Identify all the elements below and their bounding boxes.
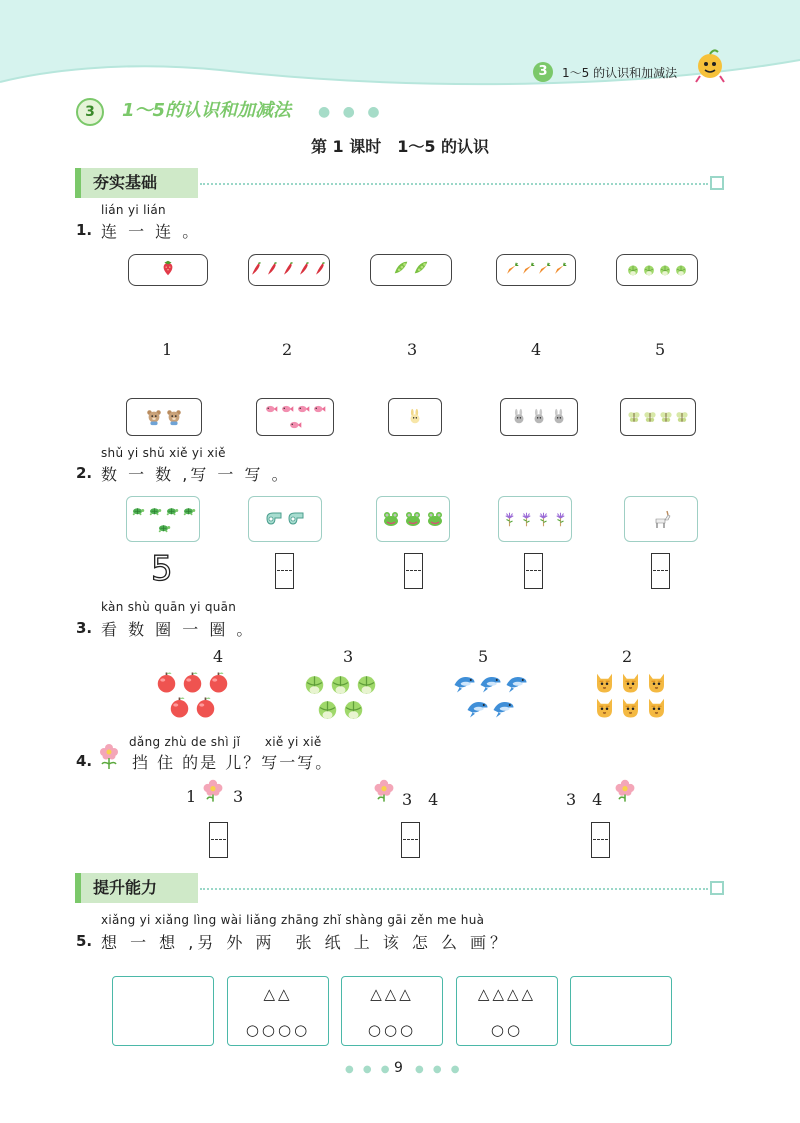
q2-picture <box>498 496 572 542</box>
carrot-icon <box>521 261 535 280</box>
corn-icon <box>553 512 568 527</box>
q5-pinyin: xiǎng yi xiǎng lìng wài liǎng zhāng zhǐ shàng gāi zěn me huà <box>101 913 485 927</box>
section-divider-end <box>710 176 724 190</box>
q4-number-right: 3 <box>233 787 244 806</box>
corn-icon <box>536 512 551 527</box>
dolphin-icon[interactable] <box>491 695 516 720</box>
red-pepper-icon <box>266 261 280 280</box>
q3-target-number: 2 <box>622 647 633 666</box>
cat-icon[interactable] <box>592 670 617 695</box>
q4-answer-box[interactable] <box>209 822 228 858</box>
cabbage-icon <box>642 261 656 280</box>
q1-top-picture[interactable] <box>128 254 208 286</box>
q1-top-picture[interactable] <box>496 254 576 286</box>
rabbit-icon <box>406 408 424 426</box>
q4-answer-box[interactable] <box>591 822 610 858</box>
triangles: △△△ <box>370 985 414 1003</box>
q5-text: 想 一 想 ,另 外 两 张 纸 上 该 怎 么 画？ <box>101 933 511 952</box>
dashed-guide <box>526 570 541 571</box>
q1-number-label[interactable]: 1 <box>162 340 173 359</box>
q3-target-number: 4 <box>213 647 224 666</box>
q2-number: 2. <box>76 464 93 482</box>
q3-text: 看 数 圈 一 圈 。 <box>101 620 256 639</box>
dashed-guide <box>653 570 668 571</box>
q5-blank-card[interactable] <box>112 976 214 1046</box>
cat-icon[interactable] <box>644 670 669 695</box>
triangles: △△△△ <box>477 985 537 1003</box>
corn-icon <box>519 512 534 527</box>
cabbage-icon[interactable] <box>302 670 327 695</box>
cabbage-icon <box>674 261 688 280</box>
butterfly-icon <box>659 410 673 424</box>
dashed-guide <box>211 839 226 840</box>
whistle-icon <box>264 509 284 529</box>
apple-icon[interactable] <box>180 670 205 695</box>
q1-pinyin: lián yi lián <box>101 203 166 217</box>
turtle-icon <box>147 503 162 518</box>
dashed-guide <box>593 839 608 840</box>
q4-pinyin: dǎng zhù de shì jǐ xiě yi xiě <box>129 735 322 749</box>
section-divider <box>200 888 708 890</box>
section-basic-title: 夯实基础 <box>75 168 198 198</box>
mascot-icon <box>692 48 728 84</box>
footer-dots-right: ● ● ● <box>415 1064 463 1075</box>
apple-icon[interactable] <box>154 670 179 695</box>
fish-icon <box>264 402 278 416</box>
q3-picture-group[interactable] <box>448 666 532 724</box>
cabbage-icon[interactable] <box>328 670 353 695</box>
cabbage-icon <box>658 261 672 280</box>
bear-icon <box>145 408 163 426</box>
red-pepper-icon <box>314 261 328 280</box>
q1-number-label[interactable]: 2 <box>282 340 293 359</box>
dashed-guide <box>406 570 421 571</box>
q1-number-label[interactable]: 4 <box>531 340 542 359</box>
dolphin-icon[interactable] <box>504 670 529 695</box>
carrot-icon <box>553 261 567 280</box>
cat-icon[interactable] <box>592 695 617 720</box>
q3-picture-group[interactable] <box>298 666 382 724</box>
cabbage-icon[interactable] <box>341 695 366 720</box>
apple-icon[interactable] <box>193 695 218 720</box>
corn-icon <box>502 512 517 527</box>
turtle-icon <box>156 520 171 535</box>
q1-bottom-picture[interactable] <box>500 398 578 436</box>
turtle-icon <box>181 503 196 518</box>
rabbit-icon <box>530 408 548 426</box>
fish-icon <box>288 418 302 432</box>
q1-top-picture[interactable] <box>616 254 698 286</box>
q2-text: 数 一 数 ,写 一 写 。 <box>101 465 291 484</box>
q1-top-picture[interactable] <box>248 254 330 286</box>
q2-answer-box[interactable] <box>404 553 423 589</box>
q5-pattern-card <box>456 976 558 1046</box>
q1-bottom-picture[interactable] <box>256 398 334 436</box>
q2-picture <box>248 496 322 542</box>
q3-pinyin: kàn shù quān yi quān <box>101 600 237 614</box>
q4-number-left: 3 4 <box>566 790 603 809</box>
goat-icon <box>651 509 671 529</box>
chapter-dots: ● ● ● <box>318 104 384 120</box>
q2-picture <box>376 496 450 542</box>
cat-icon[interactable] <box>618 695 643 720</box>
q5-pattern-card <box>227 976 329 1046</box>
header-band <box>0 0 800 120</box>
q2-answer-box[interactable] <box>151 549 173 589</box>
q5-blank-card[interactable] <box>570 976 672 1046</box>
q1-bottom-picture[interactable] <box>620 398 696 436</box>
q3-picture-group[interactable] <box>150 666 234 724</box>
frog-icon <box>381 509 401 529</box>
q1-top-picture[interactable] <box>370 254 452 286</box>
triangles: △△ <box>263 985 293 1003</box>
cabbage-icon[interactable] <box>315 695 340 720</box>
pea-pod-icon <box>392 259 410 281</box>
butterfly-icon <box>627 410 641 424</box>
pea-pod-icon <box>412 259 430 281</box>
rabbit-icon <box>510 408 528 426</box>
q2-answer-box[interactable] <box>524 553 543 589</box>
q4-number-left: 1 <box>186 787 197 806</box>
q4-number-right: 3 4 <box>402 790 439 809</box>
frog-icon <box>425 509 445 529</box>
turtle-icon <box>130 503 145 518</box>
dolphin-icon[interactable] <box>452 670 477 695</box>
apple-icon[interactable] <box>167 695 192 720</box>
section-advanced-title: 提升能力 <box>75 873 198 903</box>
red-pepper-icon <box>298 261 312 280</box>
q1-number-label[interactable]: 3 <box>407 340 418 359</box>
circles: ○○○○ <box>245 1021 311 1039</box>
q2-picture <box>126 496 200 542</box>
q3-number: 3. <box>76 619 93 637</box>
whistle-icon <box>286 509 306 529</box>
lesson-title: 第 1 课时 1～5 的认识 <box>310 137 490 156</box>
unit-title: 1～5 的认识和加减法 <box>562 66 678 80</box>
q2-picture <box>624 496 698 542</box>
section-divider <box>200 183 708 185</box>
q3-target-number: 3 <box>343 647 354 666</box>
flower-icon <box>200 778 226 804</box>
dashed-guide <box>277 570 292 571</box>
rabbit-icon <box>550 408 568 426</box>
q5-number: 5. <box>76 932 93 950</box>
q1-number: 1. <box>76 221 93 239</box>
butterfly-icon <box>643 410 657 424</box>
q1-bottom-picture[interactable] <box>126 398 202 436</box>
q1-number-label[interactable]: 5 <box>655 340 666 359</box>
turtle-icon <box>164 503 179 518</box>
fish-icon <box>296 402 310 416</box>
chapter-badge: 3 <box>76 98 104 126</box>
apple-icon[interactable] <box>206 670 231 695</box>
circles: ○○○ <box>367 1021 417 1039</box>
flower-icon <box>612 778 638 804</box>
fish-icon <box>280 402 294 416</box>
q3-target-number: 5 <box>478 647 489 666</box>
q4-number: 4. <box>76 752 93 770</box>
carrot-icon <box>505 261 519 280</box>
chapter-title: 1～5的认识和加减法 <box>122 100 292 121</box>
unit-badge: 3 <box>533 62 553 82</box>
q4-text: 挡 住 的是 儿？写一写。 <box>132 753 334 772</box>
footer-dots-left: ● ● ● <box>345 1064 393 1075</box>
example-answer: 5 <box>151 549 173 589</box>
flower-icon <box>97 742 121 770</box>
butterfly-icon <box>675 410 689 424</box>
red-pepper-icon <box>282 261 296 280</box>
q1-text: 连 一 连 。 <box>101 222 202 241</box>
q4-answer-box[interactable] <box>401 822 420 858</box>
fish-icon <box>312 402 326 416</box>
carrot-icon <box>537 261 551 280</box>
section-divider-end <box>710 881 724 895</box>
cat-icon[interactable] <box>644 695 669 720</box>
q1-bottom-picture[interactable] <box>388 398 442 436</box>
q5-pattern-card <box>341 976 443 1046</box>
q2-pinyin: shǔ yi shǔ xiě yi xiě <box>101 446 226 460</box>
flower-icon <box>371 778 397 804</box>
cat-icon[interactable] <box>618 670 643 695</box>
frog-icon <box>403 509 423 529</box>
q3-picture-group[interactable] <box>588 666 672 724</box>
strawberry-icon <box>159 259 177 281</box>
dolphin-icon[interactable] <box>465 695 490 720</box>
cabbage-icon[interactable] <box>354 670 379 695</box>
dashed-guide <box>403 839 418 840</box>
bear-icon <box>165 408 183 426</box>
cabbage-icon <box>626 261 640 280</box>
q2-answer-box[interactable] <box>275 553 294 589</box>
q2-answer-box[interactable] <box>651 553 670 589</box>
circles: ○○ <box>490 1021 524 1039</box>
red-pepper-icon <box>250 261 264 280</box>
page-number: 9 <box>394 1060 403 1076</box>
dolphin-icon[interactable] <box>478 670 503 695</box>
